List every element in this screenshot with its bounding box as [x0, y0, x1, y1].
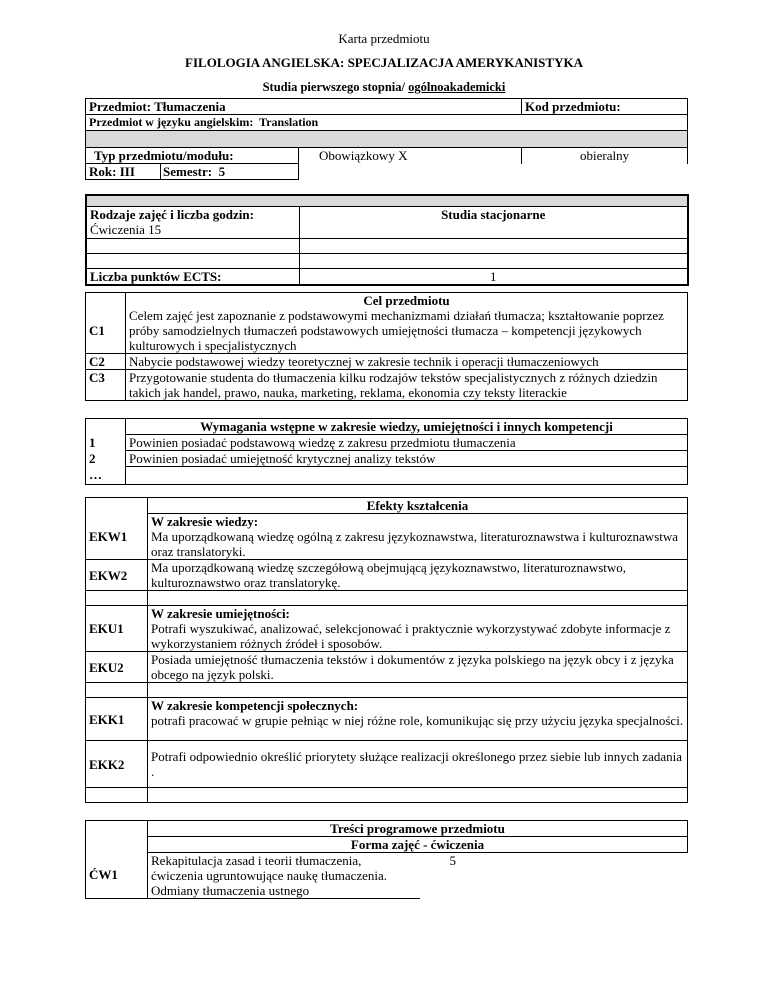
semester — [161, 164, 299, 180]
requirement-text: Powinien posiadać podstawową wiedzę z zakresu przedmiotu tłumaczenia — [126, 435, 688, 451]
outcomes-title: Efekty kształcenia — [148, 498, 688, 514]
study-level — [0, 79, 768, 95]
contents-title: Treści programowe przedmiotu — [148, 821, 688, 837]
semester-label: Semestr: — [163, 164, 213, 179]
contents-form: Forma zajęć - ćwiczenia — [148, 837, 688, 853]
outcome-text — [148, 514, 688, 560]
study-mode: Studia stacjonarne — [299, 207, 688, 239]
subject-code-label: Kod przedmiotu: — [522, 99, 688, 115]
ects-label: Liczba punktów ECTS: — [86, 269, 299, 286]
subject-english-value: Translation — [259, 115, 319, 129]
year-label: Rok: III — [86, 164, 161, 180]
goal-text: Przygotowanie studenta do tłumaczenia kilku rodzajów tekstów specjalistycznych z różnych dziedzin takich jak handel, prawo, nauka, marketing, reklama, ekonomia czy teksty literackie — [126, 370, 688, 401]
outcome-text — [148, 606, 688, 652]
subject-name: Przedmiot: Tłumaczenia — [86, 99, 522, 115]
outcome-text: Potrafi odpowiednio określić priorytety służące realizacji określonego przez siebie lub innych zadania . — [148, 741, 688, 788]
module-type-mandatory: Obowiązkowy X — [299, 148, 522, 164]
ects-value: 1 — [299, 269, 688, 286]
outcome-code: EKU2 — [86, 652, 148, 683]
hours-table — [85, 194, 689, 286]
goal-text: Nabycie podstawowej wiedzy teoretycznej w zakresie technik i operacji tłumaczeniowych — [126, 354, 688, 370]
module-type-elective: obieralny — [522, 148, 688, 164]
program-name: FILOLOGIA ANGIELSKA: SPECJALIZACJA AMERYKANISTYKA — [185, 55, 583, 70]
subject-english — [86, 115, 688, 131]
outcome-text: Ma uporządkowaną wiedzę szczegółową obejmującą językoznawstwo, literaturoznawstwo, kulturoznawstwo oraz translatorykę. — [148, 560, 688, 591]
goal-code: C3 — [86, 370, 126, 401]
outcome-eku1-text: Potrafi wyszukiwać, analizować, selekcjonować i praktycznie wykorzystywać zdobyte informacje z wykorzystaniem różnych źródeł i sposobów. — [151, 621, 671, 651]
contents-table — [85, 820, 688, 899]
classes-cell — [86, 207, 299, 239]
outcome-code: EKW2 — [86, 560, 148, 591]
classes-label: Rodzaje zajęć i liczba godzin: — [90, 207, 254, 222]
skills-title: W zakresie umiejętności: — [151, 606, 290, 621]
goal-code: C1 — [86, 308, 126, 354]
goal-text: Celem zajęć jest zapoznanie z podstawowymi mechanizmami działań tłumacza; kształtowanie poprzez próby samodzielnych tłumaczeń podstawowych umiejętności tłumacza – kompetencji językowych kulturowych i specjalistycznych — [126, 308, 688, 354]
goal-code: C2 — [86, 354, 126, 370]
knowledge-title: W zakresie wiedzy: — [151, 514, 259, 529]
study-degree: Studia pierwszego stopnia/ — [262, 80, 409, 94]
requirement-code: 2 — [86, 451, 126, 467]
outcome-text: Posiada umiejętność tłumaczenia tekstów i dokumentów z języka polskiego na język obcy i z języka obcego na język polski. — [148, 652, 688, 683]
requirements-table — [85, 418, 688, 485]
outcome-text — [148, 698, 688, 741]
study-profile: ogólnoakademicki — [408, 80, 506, 94]
outcome-code: EKU1 — [86, 606, 148, 652]
requirement-code: … — [86, 467, 126, 485]
course-info-table — [85, 98, 688, 180]
outcome-code: EKK2 — [86, 741, 148, 788]
content-code: ĆW1 — [86, 853, 148, 899]
content-hours: 5 — [449, 853, 456, 868]
requirement-text: Powinien posiadać umiejętność krytycznej analizy tekstów — [126, 451, 688, 467]
subject-english-label: Przedmiot w języku angielskim: — [89, 115, 254, 129]
outcome-ekk1-text: potrafi pracować w grupie pełniąc w niej różne role, komunikując się przy użyciu języka specjalności. — [151, 713, 684, 728]
goals-title: Cel przedmiotu — [126, 293, 688, 309]
outcomes-table — [85, 497, 688, 803]
outcome-code: EKW1 — [86, 514, 148, 560]
classes-value: Ćwiczenia 15 — [90, 222, 162, 237]
outcome-code: EKK1 — [86, 698, 148, 741]
social-title: W zakresie kompetencji społecznych: — [151, 698, 359, 713]
goals-table — [85, 292, 688, 401]
requirement-text — [126, 467, 688, 485]
outcome-ekw1-text: Ma uporządkowaną wiedzę ogólną z zakresu językoznawstwa, literaturoznawstwa i kulturoznawstwa oraz translatoryki. — [151, 529, 679, 559]
module-type-label: Typ przedmiotu/modułu: — [86, 148, 299, 164]
doc-title: Karta przedmiotu — [338, 31, 430, 46]
requirement-code: 1 — [86, 435, 126, 451]
content-text: Rekapitulacja zasad i teorii tłumaczenia, ćwiczenia ugruntowujące naukę tłumaczenia. Odmiany tłumaczenia ustnego — [148, 853, 420, 899]
semester-value: 5 — [218, 164, 226, 179]
requirements-title: Wymagania wstępne w zakresie wiedzy, umiejętności i innych kompetencji — [126, 419, 688, 435]
